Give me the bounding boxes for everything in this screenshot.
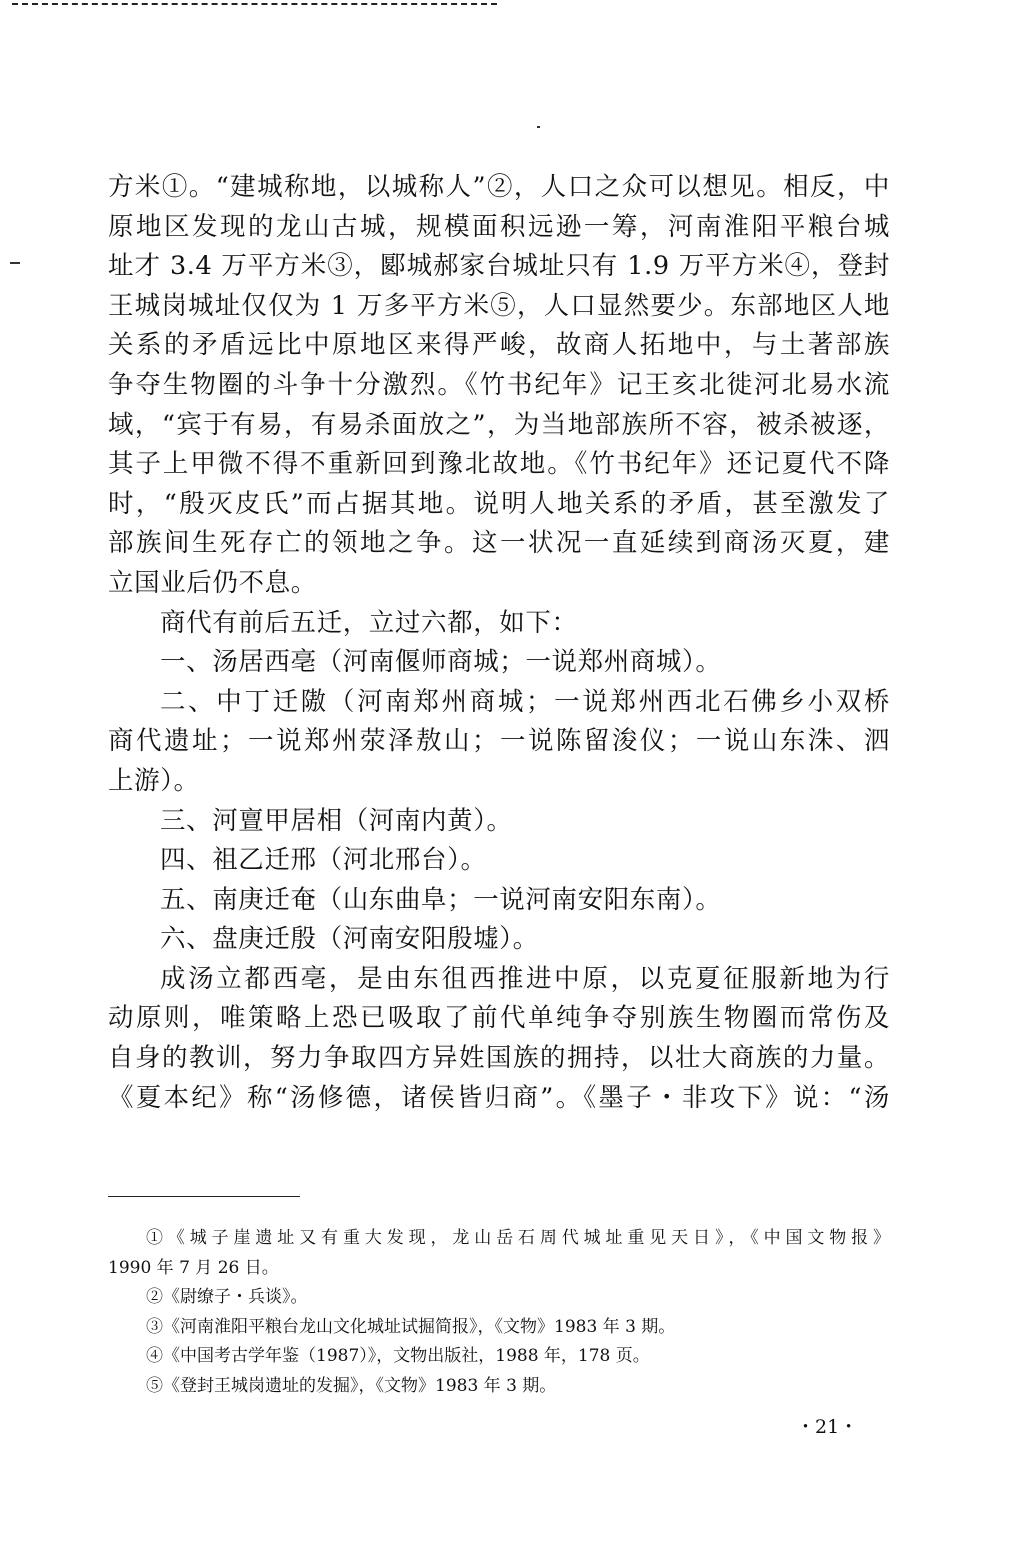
body-line: 成汤立都西亳，是由东徂西推进中原，以克夏征服新地为行 [160,963,890,994]
footnote-divider [108,1196,300,1197]
body-line: 上游）。 [108,765,200,796]
body-line: 其子上甲微不得不重新回到豫北故地。《竹书纪年》还记夏代不降 [108,449,890,480]
page-number: ・21・ [796,1416,859,1438]
body-line: 争夺生物圈的斗争十分激烈。《竹书纪年》记王亥北徙河北易水流 [108,369,890,400]
list-item: 六、盘庚迁殷（河南安阳殷墟）。 [160,924,539,955]
scan-speck [537,126,540,128]
list-item: 一、汤居西亳（河南偃师商城；一说郑州商城）。 [160,647,722,678]
body-line: 部族间生死存亡的领地之争。这一状况一直延续到商汤灭夏，建 [108,528,890,559]
scan-speck [10,262,20,264]
body-line: 址才 3.4 万平方米③，郾城郝家台城址只有 1.9 万平方米④，登封 [108,251,890,282]
footnote: ①《城子崖遗址又有重大发现，龙山岳石周代城址重见天日》，《中国文物报》 [146,1228,890,1248]
body-line: 《夏本纪》称“汤修德，诸侯皆归商”。《墨子・非攻下》说：“汤 [108,1082,890,1113]
body-line: 方米①。“建城称地，以城称人”②，人口之众可以想见。相反，中 [108,172,890,202]
footnote: ⑤《登封王城岗遗址的发掘》，《文物》1983 年 3 期。 [146,1375,557,1396]
body-line: 原地区发现的龙山古城，规模面积远逊一筹，河南淮阳平粮台城 [108,211,890,242]
footnote: ②《尉缭子・兵谈》。 [146,1287,308,1308]
body-line: 动原则，唯策略上恐已吸取了前代单纯争夺别族生物圈而常伤及 [108,1003,890,1034]
footnote: ③《河南淮阳平粮台龙山文化城址试掘简报》，《文物》1983 年 3 期。 [146,1316,676,1337]
body-line: 关系的矛盾远比中原地区来得严峻，故商人拓地中，与土著部族 [108,330,890,361]
list-item: 二、中丁迁隞（河南郑州商城；一说郑州西北石佛乡小双桥 [160,686,890,717]
body-line: 时，“殷灭皮氏”而占据其地。说明人地关系的矛盾，甚至激发了 [108,488,890,519]
body-line: 立国业后仍不息。 [108,567,317,598]
list-item: 五、南庚迁奄（山东曲阜；一说河南安阳东南）。 [160,884,722,915]
body-line: 自身的教训，努力争取四方异姓国族的拥持，以壮大商族的力量。 [108,1043,890,1074]
list-item: 四、祖乙迁邢（河北邢台）。 [160,845,487,876]
body-line: 商代有前后五迁，立过六都，如下： [160,607,578,638]
footnote: ④《中国考古学年鉴（1987）》，文物出版社，1988 年，178 页。 [146,1346,650,1367]
top-edge-artifact [12,3,497,5]
body-line: 王城岗城址仅仅为 1 万多平方米⑤，人口显然要少。东部地区人地 [108,290,890,321]
footnote: 1990 年 7 月 26 日。 [108,1257,279,1278]
footnotes [108,1224,890,1402]
body-line: 域，“宾于有易，有易杀面放之”，为当地部族所不容，被杀被逐， [108,409,890,440]
list-item: 三、河亶甲居相（河南内黄）。 [160,805,513,836]
body-text [108,168,890,1118]
body-line: 商代遗址；一说郑州荥泽敖山；一说陈留浚仪；一说山东洙、泗 [108,726,890,757]
